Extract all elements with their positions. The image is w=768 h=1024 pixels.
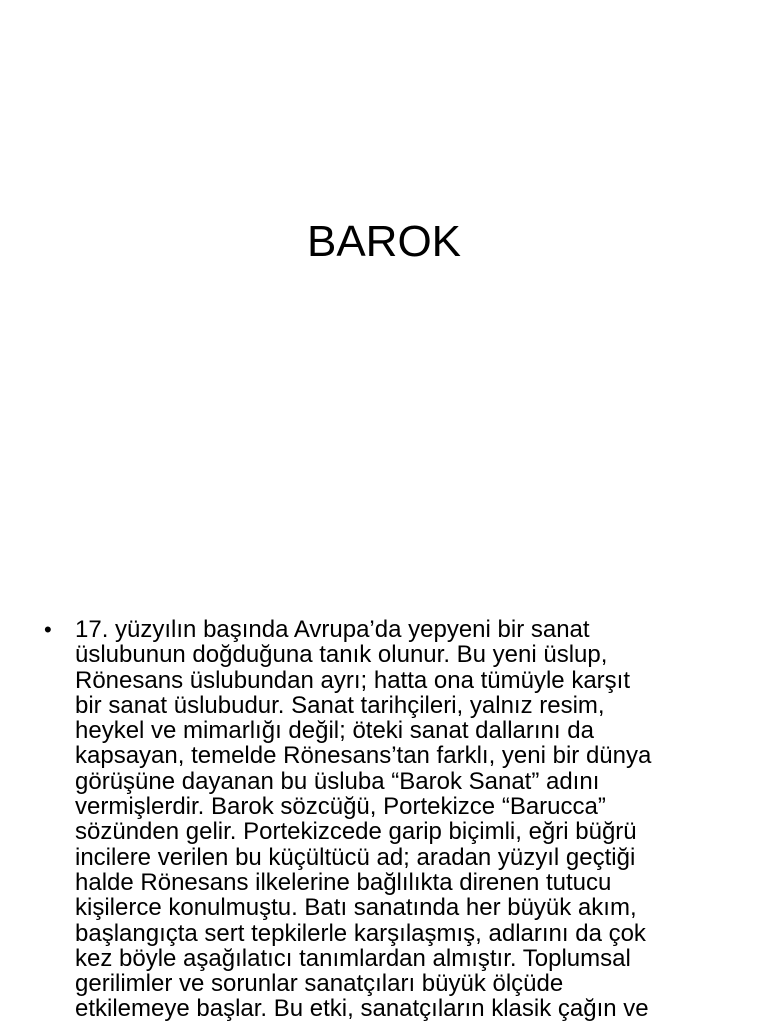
bullet-item [44,617,734,1022]
body-line: kez böyle aşağılatıcı tanımlardan almıştır. Toplumsal [75,944,631,972]
slide-title: BAROK [306,217,462,266]
bullet-list [44,617,734,1022]
body-line: heykel ve mimarlığı değil; öteki sanat dallarını da [75,717,594,745]
body-line: etkilemeye başlar. Bu etki, sanatçıların klasik çağın ve [75,995,649,1023]
body-line: halde Rönesans ilkelerine bağlılıkta direnen tutucu [75,868,612,896]
body-line: 17. yüzyılın başında Avrupa’da yepyeni bir sanat [75,616,590,643]
body-line: başlangıçta sert tepkilerle karşılaşmış, adlarını da çok [75,919,646,947]
body-line: üslubunun doğduğuna tanık olunur. Bu yeni üslup, [75,641,608,669]
body-line: görüşüne dayanan bu üsluba “Barok Sanat” adını [75,767,600,795]
body-line: kapsayan, temelde Rönesans’tan farklı, yeni bir dünya [75,742,652,770]
body-line: sözünden gelir. Portekizcede garip biçimli, eğri büğrü [75,818,637,846]
body-line: Rönesans üslubundan ayrı; hatta ona tümüyle karşıt [75,666,630,694]
bullet-icon: • [44,617,52,642]
body-line: kişilerce konulmuştu. Batı sanatında her büyük akım, [75,894,637,922]
body-line: incilere verilen bu küçültücü ad; aradan yüzyıl geçtiği [75,843,636,871]
body-line: vermişlerdir. Barok sözcüğü, Portekizce “Barucca” [75,793,606,821]
body-line: bir sanat üslubudur. Sanat tarihçileri, yalnız resim, [75,691,605,719]
body-line: gerilimler ve sorunlar sanatçıları büyük ölçüde [75,970,564,998]
